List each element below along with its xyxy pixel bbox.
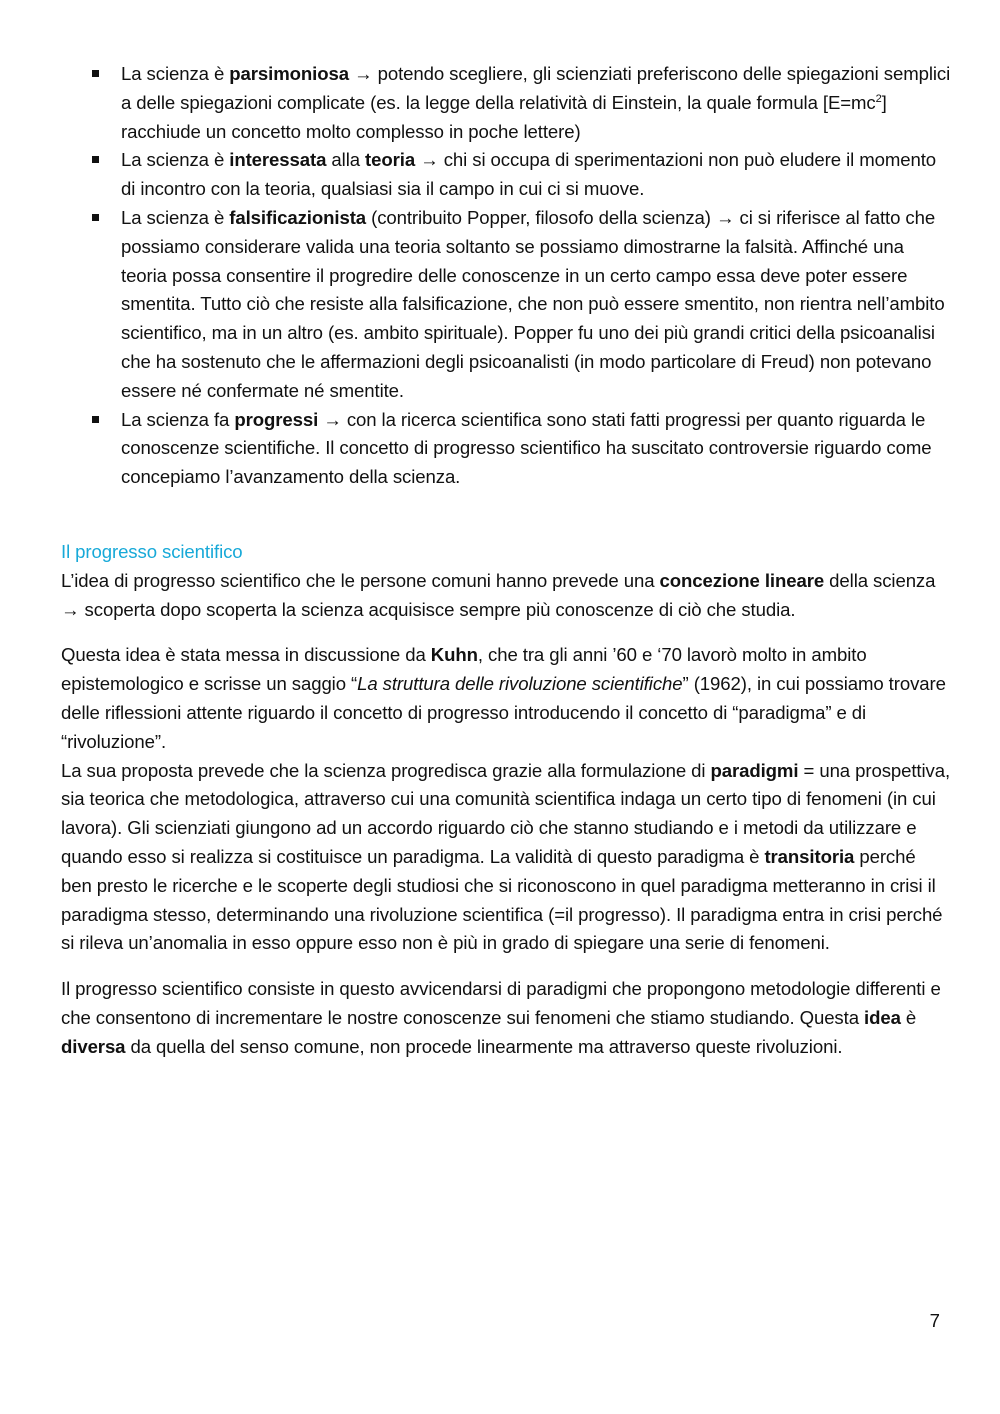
bullet-square-icon <box>92 70 99 77</box>
bullet-square-icon <box>92 214 99 221</box>
bold-term: diversa <box>61 1035 126 1057</box>
bold-term: progressi <box>234 408 319 430</box>
bold-term: idea <box>864 1006 901 1028</box>
paragraph: Il progresso scientifico consiste in questo avvicendarsi di paradigmi che propongono metodologie differenti e che consentono di incrementare le nostre conoscenze sui fenomeni che stiamo studiando. Questa idea è diversa da quella del senso comune, non procede linearmente ma attraverso queste rivoluzioni. <box>61 978 941 1057</box>
page-number: 7 <box>929 1310 940 1331</box>
list-item: La scienza fa progressi → con la ricerca scientifica sono stati fatti progressi per quanto riguarda le conoscenze scientifiche. Il concetto di progresso scientifico ha suscitato controversie riguardo come concepiamo l’avanzamento della scienza. <box>91 406 951 492</box>
paragraph: La sua proposta prevede che la scienza progredisca grazie alla formulazione di paradigmi = una prospettiva, sia teorica che metodologica, attraverso cui una comunità scientifica indaga un certo tipo di fenomeni (in cui lavora). Gli scienziati giungono ad un accordo riguardo ciò che stanno studiando e i metodi da utilizzare e quando esso si realizza si costituisce un paradigma. La validità di questo paradigma è transitoria perché ben presto le ricerche e le scoperte degli studiosi che si riconoscono in quel paradigma metteranno in crisi il paradigma stesso, determinando una rivoluzione scientifica (=il progresso). Il paradigma entra in crisi perché si rileva un’anomalia in esso oppure esso non è più in grado di spiegare una serie di fenomeni. <box>61 759 951 954</box>
section-heading: Il progresso scientifico <box>61 541 243 562</box>
book-title: La struttura delle rivoluzione scientifiche <box>357 673 683 695</box>
superscript: 2 <box>875 92 882 105</box>
list-item: La scienza è parsimoniosa → potendo scegliere, gli scienziati preferiscono delle spiegazioni semplici a delle spiegazioni complicate (es. la legge della relatività di Einstein, la quale formula $[E=mc^2]$ racchiude un concetto molto complesso in poche lettere) <box>91 60 951 146</box>
bold-term: parsimoniosa <box>229 63 349 84</box>
bold-term: paradigmi <box>710 759 799 781</box>
list-item: La scienza è interessata alla teoria → chi si occupa di sperimentazioni non può eludere il momento di incontro con la teoria, qualsiasi sia il campo in cui ci si muove. <box>91 146 951 204</box>
bullet-square-icon <box>92 156 99 163</box>
bullet-square-icon <box>92 416 99 423</box>
bold-term: Kuhn <box>430 644 478 666</box>
bold-term: transitoria <box>764 845 855 867</box>
bold-term: falsificazionista <box>229 206 367 228</box>
bold-term: interessata <box>229 149 327 171</box>
bold-term: teoria <box>365 149 416 171</box>
list-item: La scienza è falsificazionista (contribuito Popper, filosofo della scienza) → ci si riferisce al fatto che possiamo considerare valida una teoria soltanto se possiamo dimostrarne la falsità. Affinché una teoria possa consentire il progredire delle conoscenze in un certo campo essa deve poter essere smentita. Tutto ciò che resiste alla falsificazione, che non può essere smentito, non rientra nell’ambito scientifico, ma in un altro (es. ambito spirituale). Popper fu uno dei più grandi critici della psicoanalisi che ha sostenuto che le affermazioni degli psicoanalisti (in modo particolare di Freud) non potevano essere né confermate né smentite. <box>91 204 951 406</box>
science-properties-list <box>91 60 951 492</box>
section-progresso-scientifico <box>61 538 951 1062</box>
paragraph: Questa idea è stata messa in discussione da Kuhn, che tra gli anni ’60 e ‘70 lavorò molto in ambito epistemologico e scrisse un saggio “La struttura delle rivoluzione scientifiche” (1962), in cui possiamo trovare delle riflessioni attente riguardo il concetto di progresso introducendo il concetto di “paradigma” e di “rivoluzione”. <box>61 644 946 752</box>
paragraph: L’idea di progresso scientifico che le persone comuni hanno prevede una concezione lineare della scienza → scoperta dopo scoperta la scienza acquisisce sempre più conoscenze di ciò che studia. <box>61 569 936 620</box>
bold-term: concezione lineare <box>659 569 825 591</box>
